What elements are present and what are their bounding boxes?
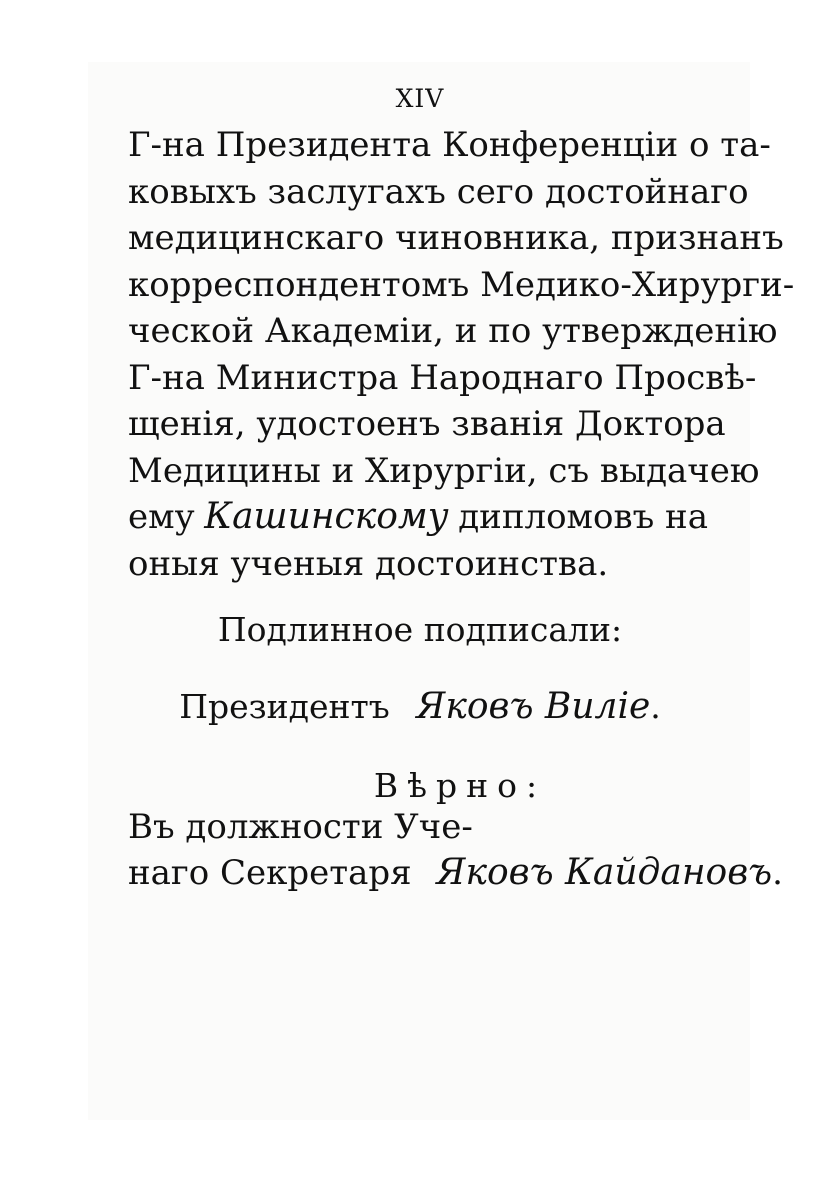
president-signature	[0, 686, 840, 727]
period: .	[772, 853, 783, 893]
body-paragraph	[128, 122, 795, 587]
period: .	[650, 687, 661, 726]
president-name: Яковъ Виліе	[416, 686, 651, 727]
secretary-title: наго Секретаря	[128, 853, 412, 893]
signed-heading: Подлинное подписали:	[217, 610, 623, 649]
body-line: корреспондентомъ Медико-Хирурги-	[128, 264, 795, 305]
body-text: дипломовъ на	[458, 497, 708, 537]
body-line: ческой Академіи, и по утвержденію	[128, 311, 778, 351]
secretary-line	[128, 850, 783, 896]
secretary-name: Яковъ Кайдановъ	[436, 852, 773, 893]
body-line: Г-на Министра Народнаго Просвѣ-	[128, 357, 757, 398]
body-line: оныя ученыя достоинства.	[128, 543, 609, 584]
secretary-line: Въ должности Уче-	[128, 807, 473, 847]
page-number: XIV	[395, 84, 445, 113]
body-line: Г-на Президента Конференціи о та-	[128, 125, 771, 165]
body-line: щенія, удостоенъ званія Доктора	[128, 404, 726, 444]
body-line-with-name	[128, 494, 708, 541]
body-line: Медицины и Хирургіи, съ выдачею	[128, 450, 760, 491]
president-title: Президентъ	[179, 687, 390, 726]
body-line: медицинскаго чиновника, признанъ	[128, 218, 784, 258]
body-text: ему	[128, 497, 195, 537]
secretary-signature	[128, 804, 783, 896]
body-line: ковыхъ заслугахъ сего достойнаго	[128, 171, 749, 212]
attest-heading: Вѣрно:	[373, 766, 547, 805]
recipient-name: Кашинскому	[204, 496, 449, 537]
